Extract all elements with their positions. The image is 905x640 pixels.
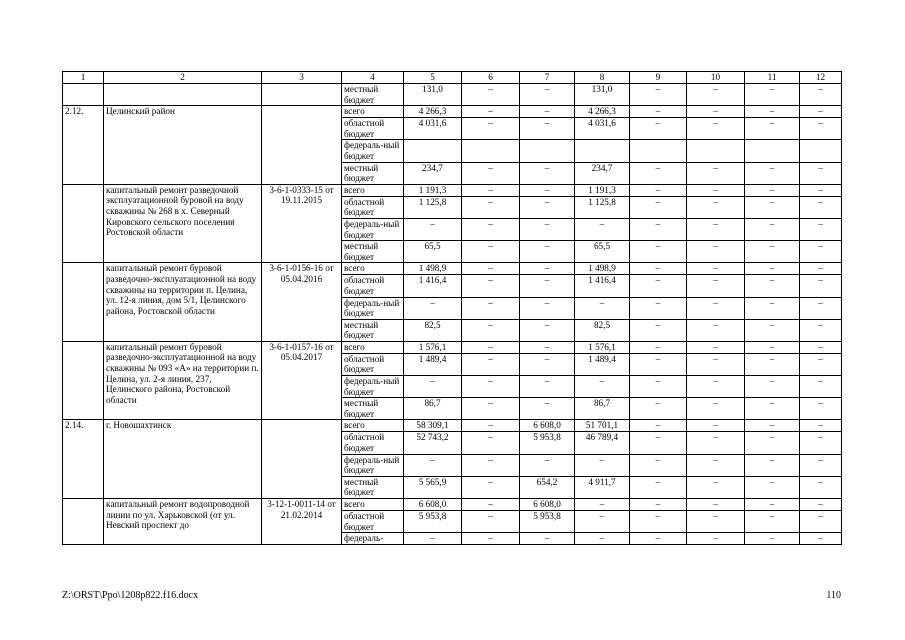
value-cell: 1 416,4 [404, 275, 462, 297]
file-path: Z:\ORST\Ppo\1208p822.f16.docx [62, 590, 199, 601]
row-number: 2.14. [63, 420, 104, 499]
header-cell: 1 [63, 72, 104, 84]
value-cell: – [404, 376, 462, 398]
value-cell: – [687, 106, 745, 118]
object-name: капитальный ремонт буровой разведочно-эксплуатационной на воду скважины на территории п. Целина, ул. 12-я линия, дом 5/1, Целинского района, Ростовской области [104, 263, 262, 342]
value-cell: – [630, 241, 687, 263]
value-cell [575, 140, 630, 162]
value-cell: 1 489,4 [404, 353, 462, 375]
value-cell: – [745, 162, 800, 184]
funding-source: всего [342, 499, 404, 511]
value-cell: – [800, 84, 842, 106]
header-cell: 6 [462, 72, 520, 84]
value-cell: – [520, 275, 575, 297]
value-cell: 5 953,8 [520, 511, 575, 533]
value-cell: – [745, 106, 800, 118]
value-cell: – [404, 454, 462, 476]
funding-source: областной бюджет [342, 275, 404, 297]
funding-source: всего [342, 184, 404, 196]
value-cell: – [745, 218, 800, 240]
value-cell: – [687, 376, 745, 398]
document-number [262, 84, 342, 106]
value-cell: – [630, 196, 687, 218]
row-number [63, 341, 104, 420]
value-cell: 46 789,4 [575, 432, 630, 454]
value-cell: 4 911,7 [575, 476, 630, 498]
value-cell: 58 309,1 [404, 420, 462, 432]
value-cell: 82,5 [404, 319, 462, 341]
value-cell: – [575, 499, 630, 511]
value-cell: – [462, 398, 520, 420]
value-cell: – [630, 454, 687, 476]
table-header-row [63, 72, 842, 84]
value-cell: – [462, 263, 520, 275]
value-cell: – [745, 196, 800, 218]
value-cell: – [630, 106, 687, 118]
document-number [262, 420, 342, 499]
value-cell: – [687, 499, 745, 511]
value-cell: 6 608,0 [520, 499, 575, 511]
funding-source: областной бюджет [342, 118, 404, 140]
value-cell: 654,2 [520, 476, 575, 498]
funding-source: федераль-ный бюджет [342, 297, 404, 319]
value-cell: – [520, 84, 575, 106]
value-cell: 65,5 [404, 241, 462, 263]
value-cell: – [462, 511, 520, 533]
value-cell [520, 140, 575, 162]
value-cell: 4 266,3 [575, 106, 630, 118]
value-cell: – [520, 218, 575, 240]
funding-source: областной бюджет [342, 196, 404, 218]
value-cell: – [630, 84, 687, 106]
table-row [63, 420, 842, 432]
value-cell: – [404, 533, 462, 545]
table-row [63, 106, 842, 118]
value-cell: – [462, 106, 520, 118]
funding-source: федераль-ный бюджет [342, 376, 404, 398]
value-cell: – [745, 476, 800, 498]
value-cell: – [745, 499, 800, 511]
value-cell: – [520, 118, 575, 140]
budget-table [62, 71, 842, 545]
object-name: капитальный ремонт разведочной эксплуатационной буровой на воду скважины № 268 в х. Северный Кировского сельского поселения Ростовской области [104, 184, 262, 263]
value-cell: – [404, 297, 462, 319]
value-cell: – [745, 184, 800, 196]
value-cell: – [630, 118, 687, 140]
value-cell: 6 608,0 [520, 420, 575, 432]
value-cell: – [462, 196, 520, 218]
funding-source: местный бюджет [342, 398, 404, 420]
value-cell: – [745, 84, 800, 106]
value-cell: – [462, 184, 520, 196]
value-cell [404, 140, 462, 162]
value-cell: – [800, 454, 842, 476]
value-cell: 65,5 [575, 241, 630, 263]
value-cell: – [462, 353, 520, 375]
value-cell: – [462, 476, 520, 498]
value-cell: – [462, 341, 520, 353]
header-cell: 8 [575, 72, 630, 84]
value-cell: 1 125,8 [404, 196, 462, 218]
value-cell: – [745, 241, 800, 263]
value-cell: – [687, 241, 745, 263]
row-number [63, 184, 104, 263]
funding-source: областной бюджет [342, 511, 404, 533]
funding-source: всего [342, 341, 404, 353]
row-number [63, 263, 104, 342]
value-cell: – [745, 263, 800, 275]
value-cell: 1 576,1 [404, 341, 462, 353]
value-cell: – [687, 533, 745, 545]
value-cell: 82,5 [575, 319, 630, 341]
value-cell: – [687, 454, 745, 476]
funding-source: федераль- [342, 533, 404, 545]
header-cell: 5 [404, 72, 462, 84]
value-cell: – [630, 533, 687, 545]
value-cell: 52 743,2 [404, 432, 462, 454]
value-cell: – [575, 454, 630, 476]
value-cell: – [520, 263, 575, 275]
funding-source: всего [342, 106, 404, 118]
document-number: 3-6-1-0156-16 от 05.04.2016 [262, 263, 342, 342]
table-row [63, 499, 842, 511]
value-cell: 1 498,9 [404, 263, 462, 275]
value-cell [630, 140, 687, 162]
value-cell: – [800, 398, 842, 420]
value-cell: – [745, 376, 800, 398]
value-cell: – [575, 511, 630, 533]
object-name: капитальный ремонт буровой разведочно-эксплуатационной на воду скважины № 093 «А» на территории п. Целина, ул. 2-я линия, 237, Целинского района, Ростовской области [104, 341, 262, 420]
table-body [63, 72, 842, 545]
value-cell: – [462, 454, 520, 476]
funding-source: местный бюджет [342, 241, 404, 263]
funding-source: федераль-ный бюджет [342, 218, 404, 240]
value-cell: – [462, 420, 520, 432]
value-cell: – [745, 319, 800, 341]
header-cell: 3 [262, 72, 342, 84]
value-cell: – [745, 398, 800, 420]
value-cell: – [630, 263, 687, 275]
value-cell: – [462, 319, 520, 341]
value-cell: – [800, 275, 842, 297]
value-cell: 1 576,1 [575, 341, 630, 353]
value-cell: – [520, 533, 575, 545]
value-cell: – [630, 184, 687, 196]
value-cell [462, 140, 520, 162]
value-cell: – [745, 341, 800, 353]
value-cell: – [462, 499, 520, 511]
value-cell: 51 701,1 [575, 420, 630, 432]
value-cell: – [800, 218, 842, 240]
value-cell: – [800, 106, 842, 118]
value-cell: 4 031,6 [404, 118, 462, 140]
value-cell: – [687, 162, 745, 184]
value-cell: – [800, 319, 842, 341]
value-cell: 5 953,8 [404, 511, 462, 533]
value-cell [800, 140, 842, 162]
value-cell: – [462, 241, 520, 263]
value-cell: 1 498,9 [575, 263, 630, 275]
table-row [63, 341, 842, 353]
value-cell: – [687, 319, 745, 341]
value-cell: – [800, 499, 842, 511]
value-cell: – [462, 297, 520, 319]
value-cell: – [687, 196, 745, 218]
value-cell: – [462, 84, 520, 106]
value-cell: – [630, 319, 687, 341]
value-cell: – [687, 84, 745, 106]
document-number: 3-6-1-0333-15 от 19.11.2015 [262, 184, 342, 263]
header-cell: 12 [800, 72, 842, 84]
value-cell: 131,0 [575, 84, 630, 106]
value-cell: – [520, 341, 575, 353]
funding-source: всего [342, 263, 404, 275]
value-cell: 4 266,3 [404, 106, 462, 118]
page-number: 110 [826, 590, 841, 601]
funding-source: местный бюджет [342, 162, 404, 184]
table-row [63, 263, 842, 275]
funding-source: местный бюджет [342, 476, 404, 498]
value-cell: – [630, 499, 687, 511]
value-cell: – [687, 297, 745, 319]
value-cell: – [800, 297, 842, 319]
value-cell: – [800, 432, 842, 454]
value-cell: – [745, 420, 800, 432]
value-cell: – [745, 297, 800, 319]
value-cell: – [575, 218, 630, 240]
value-cell: 86,7 [404, 398, 462, 420]
value-cell: – [520, 162, 575, 184]
header-cell: 7 [520, 72, 575, 84]
value-cell: – [630, 218, 687, 240]
value-cell: 1 125,8 [575, 196, 630, 218]
object-name: капитальный ремонт водопроводной линии по ул. Харьковской (от ул. Невский проспект до [104, 499, 262, 545]
value-cell: – [520, 106, 575, 118]
value-cell: – [404, 218, 462, 240]
value-cell: – [630, 398, 687, 420]
table-row [63, 184, 842, 196]
value-cell: – [800, 353, 842, 375]
value-cell: – [687, 118, 745, 140]
row-number [63, 499, 104, 545]
value-cell: – [687, 511, 745, 533]
funding-source: областной бюджет [342, 432, 404, 454]
value-cell: – [800, 341, 842, 353]
value-cell: – [687, 341, 745, 353]
value-cell: – [520, 297, 575, 319]
value-cell: – [630, 297, 687, 319]
value-cell: – [630, 341, 687, 353]
value-cell: – [687, 263, 745, 275]
value-cell: – [745, 275, 800, 297]
funding-source: местный бюджет [342, 319, 404, 341]
value-cell: – [745, 353, 800, 375]
value-cell [745, 140, 800, 162]
funding-source: федераль-ный бюджет [342, 454, 404, 476]
object-name [104, 84, 262, 106]
value-cell: – [800, 420, 842, 432]
value-cell: – [630, 353, 687, 375]
value-cell: – [520, 398, 575, 420]
value-cell: – [462, 432, 520, 454]
header-cell: 2 [104, 72, 262, 84]
value-cell: – [520, 184, 575, 196]
value-cell: – [745, 533, 800, 545]
value-cell: – [687, 218, 745, 240]
object-name: г. Новошахтинск [104, 420, 262, 499]
header-cell: 11 [745, 72, 800, 84]
value-cell: – [687, 275, 745, 297]
value-cell: – [630, 511, 687, 533]
value-cell: – [520, 196, 575, 218]
value-cell: – [462, 376, 520, 398]
value-cell: – [800, 263, 842, 275]
value-cell: – [745, 454, 800, 476]
value-cell: – [462, 533, 520, 545]
value-cell: 1 416,4 [575, 275, 630, 297]
value-cell: – [575, 297, 630, 319]
document-number: 3-12-1-0011-14 от 21.02.2014 [262, 499, 342, 545]
value-cell: – [520, 319, 575, 341]
value-cell: 1 489,4 [575, 353, 630, 375]
document-number: 3-6-1-0157-16 от 05.04.2017 [262, 341, 342, 420]
value-cell: – [800, 511, 842, 533]
value-cell: – [687, 476, 745, 498]
value-cell: – [462, 118, 520, 140]
value-cell: 5 953,8 [520, 432, 575, 454]
header-cell: 9 [630, 72, 687, 84]
value-cell: – [687, 398, 745, 420]
value-cell: – [800, 162, 842, 184]
value-cell: – [575, 376, 630, 398]
value-cell: – [800, 241, 842, 263]
value-cell: 131,0 [404, 84, 462, 106]
value-cell: – [800, 196, 842, 218]
value-cell: – [687, 432, 745, 454]
funding-source: местный бюджет [342, 84, 404, 106]
value-cell: – [630, 162, 687, 184]
value-cell: – [687, 353, 745, 375]
value-cell: – [575, 533, 630, 545]
value-cell: 5 565,9 [404, 476, 462, 498]
value-cell: – [630, 432, 687, 454]
value-cell: – [520, 241, 575, 263]
value-cell: – [462, 218, 520, 240]
row-number [63, 84, 104, 106]
header-cell: 4 [342, 72, 404, 84]
value-cell: – [520, 454, 575, 476]
value-cell: – [745, 118, 800, 140]
value-cell: 234,7 [575, 162, 630, 184]
value-cell: – [462, 162, 520, 184]
header-cell: 10 [687, 72, 745, 84]
value-cell: – [745, 511, 800, 533]
value-cell: 1 191,3 [575, 184, 630, 196]
value-cell: – [630, 275, 687, 297]
funding-source: всего [342, 420, 404, 432]
value-cell: – [745, 432, 800, 454]
funding-source: федераль-ный бюджет [342, 140, 404, 162]
value-cell: – [520, 353, 575, 375]
value-cell: – [800, 118, 842, 140]
value-cell: – [520, 376, 575, 398]
value-cell: 234,7 [404, 162, 462, 184]
value-cell [687, 140, 745, 162]
value-cell: 1 191,3 [404, 184, 462, 196]
table-row [63, 84, 842, 106]
value-cell: 86,7 [575, 398, 630, 420]
value-cell: – [800, 184, 842, 196]
value-cell: – [800, 376, 842, 398]
value-cell: – [630, 476, 687, 498]
object-name: Целинский район [104, 106, 262, 185]
row-number: 2.12. [63, 106, 104, 185]
value-cell: – [687, 184, 745, 196]
value-cell: – [687, 420, 745, 432]
value-cell: 4 031,6 [575, 118, 630, 140]
value-cell: 6 608,0 [404, 499, 462, 511]
value-cell: – [462, 275, 520, 297]
funding-source: областной бюджет [342, 353, 404, 375]
value-cell: – [800, 533, 842, 545]
value-cell: – [630, 420, 687, 432]
value-cell: – [800, 476, 842, 498]
value-cell: – [630, 376, 687, 398]
document-number [262, 106, 342, 185]
